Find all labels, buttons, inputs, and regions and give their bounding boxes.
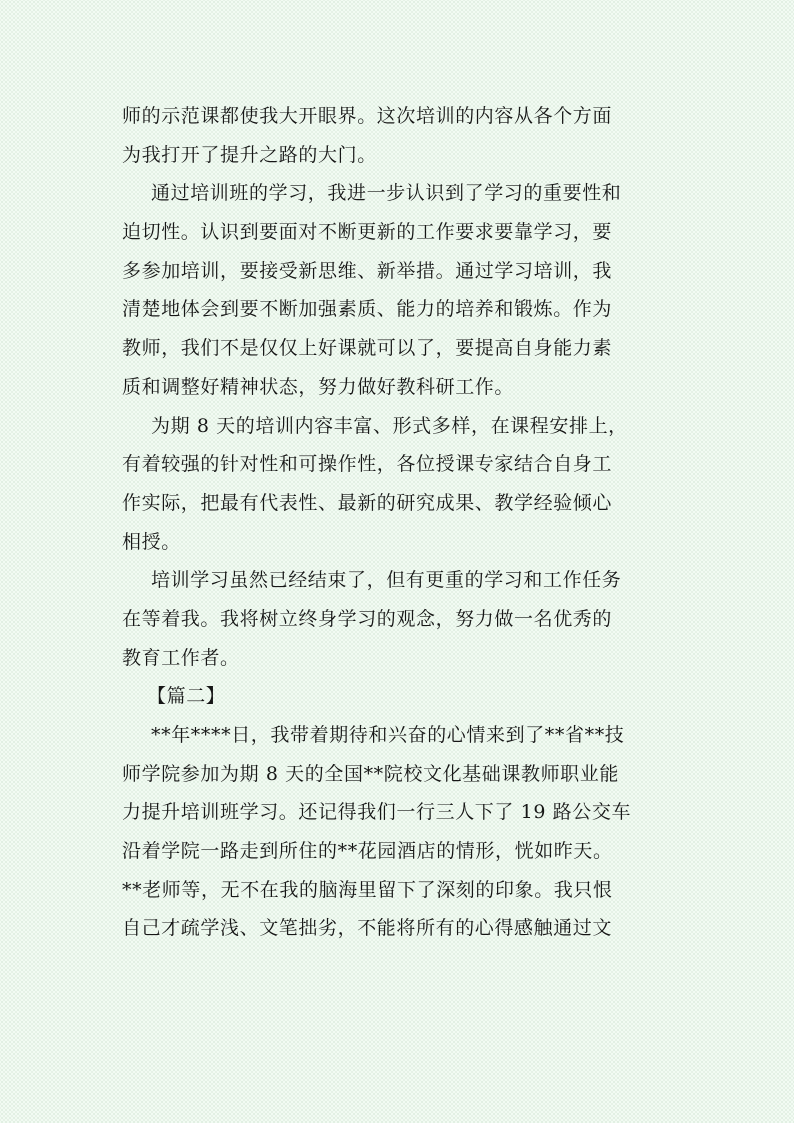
text-line: **老师等，无不在我的脑海里留下了深刻的印象。我只恨 — [122, 878, 613, 901]
text-line: 作实际，把最有代表性、最新的研究成果、教学经验倾心 — [122, 491, 613, 514]
text-line: 相授。 — [122, 530, 181, 553]
text-line: 迫切性。认识到要面对不断更新的工作要求要靠学习，要 — [122, 221, 613, 244]
text-line: 沿着学院一路走到所住的**花园酒店的情形，恍如昨天。 — [122, 840, 613, 863]
section-heading: 【篇二】 — [147, 685, 226, 708]
text-line: 质和调整好精神状态，努力做好教科研工作。 — [122, 375, 515, 398]
document-body — [122, 97, 670, 948]
text-line: 师的示范课都使我大开眼界。这次培训的内容从各个方面 — [122, 105, 613, 127]
text-line: 力提升培训班学习。还记得我们一行三人下了 19 路公交车 — [122, 801, 632, 824]
text-line: 培训学习虽然已经结束了，但有更重的学习和工作任务 — [151, 569, 622, 592]
text-line: 通过培训班的学习，我进一步认识到了学习的重要性和 — [151, 182, 622, 205]
text-line: **年****日，我带着期待和兴奋的心情来到了**省**技 — [151, 724, 625, 746]
text-line: 教师，我们不是仅仅上好课就可以了，要提高自身能力素 — [122, 337, 613, 360]
text-line: 多参加培训，要接受新思维、新举措。通过学习培训，我 — [122, 259, 613, 282]
text-line: 自己才疏学浅、文笔拙劣，不能将所有的心得感触通过文 — [122, 917, 613, 940]
text-line: 为期 8 天的培训内容丰富、形式多样，在课程安排上， — [151, 414, 628, 437]
text-line: 在等着我。我将树立终身学习的观念，努力做一名优秀的 — [122, 607, 613, 630]
text-line: 有着较强的针对性和可操作性，各位授课专家结合自身工 — [122, 453, 613, 476]
text-line: 师学院参加为期 8 天的全国**院校文化基础课教师职业能 — [122, 762, 619, 785]
text-line: 清楚地体会到要不断加强素质、能力的培养和锻炼。作为 — [122, 298, 613, 321]
text-line: 教育工作者。 — [122, 646, 240, 669]
text-line: 为我打开了提升之路的大门。 — [122, 143, 377, 166]
